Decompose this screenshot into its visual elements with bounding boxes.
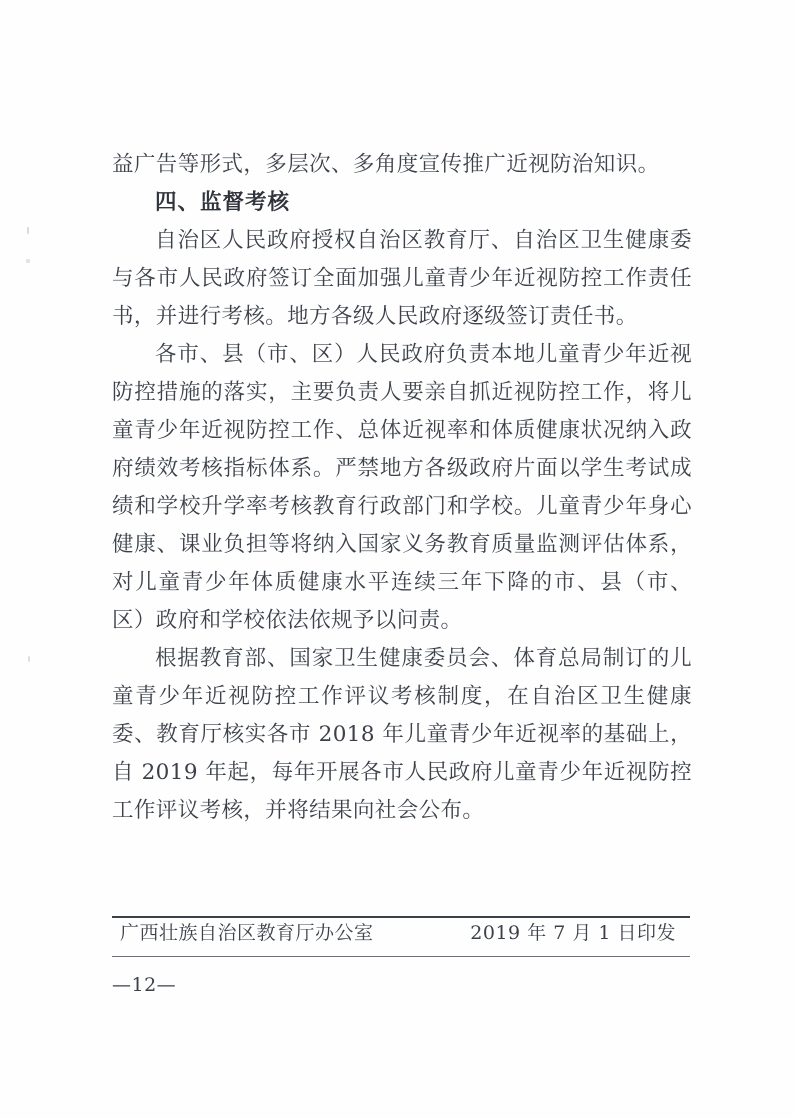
- scan-artifact-speck: [26, 259, 30, 263]
- document-footer: [112, 916, 690, 957]
- paragraph-responsibility-agreements: 自治区人民政府授权自治区教育厅、自治区卫生健康委与各市人民政府签订全面加强儿童青少年近视防控工作责任书，并进行考核。地方各级人民政府逐级签订责任书。: [112, 228, 692, 329]
- section-heading-supervision-assessment: 四、监督考核: [155, 190, 291, 215]
- scan-artifact-speck: [28, 656, 30, 662]
- page-number: —12—: [112, 974, 177, 996]
- scan-artifact-speck: [27, 227, 29, 234]
- document-body: [112, 146, 692, 830]
- footer-issuer: 广西壮族自治区教育厅办公室: [120, 922, 374, 944]
- paragraph-annual-evaluation: 根据教育部、国家卫生健康委员会、体育总局制订的儿童青少年近视防控工作评议考核制度，在自治区卫生健康委、教育厅核实各市 2018 年儿童青少年近视率的基础上，自 2019 年起，每年开展各市人民政府儿童青少年近视防控工作评议考核，并将结果向社会公布。: [112, 646, 692, 823]
- footer-rule-bottom: [112, 956, 690, 957]
- paragraph-continued: 益广告等形式，多层次、多角度宣传推广近视防治知识。: [112, 152, 660, 177]
- footer-row: [112, 918, 690, 956]
- paragraph-local-government-duties: 各市、县（市、区）人民政府负责本地儿童青少年近视防控措施的落实，主要负责人要亲自抓近视防控工作，将儿童青少年近视防控工作、总体近视率和体质健康状况纳入政府绩效考核指标体系。严禁地方各级政府片面以学生考试成绩和学校升学率考核教育行政部门和学校。儿童青少年身心健康、课业负担等将纳入国家义务教育质量监测评估体系，对儿童青少年体质健康水平连续三年下降的市、县（市、区）政府和学校依法依规予以问责。: [112, 342, 692, 633]
- footer-issue-date: 2019 年 7 月 1 日印发: [470, 922, 676, 944]
